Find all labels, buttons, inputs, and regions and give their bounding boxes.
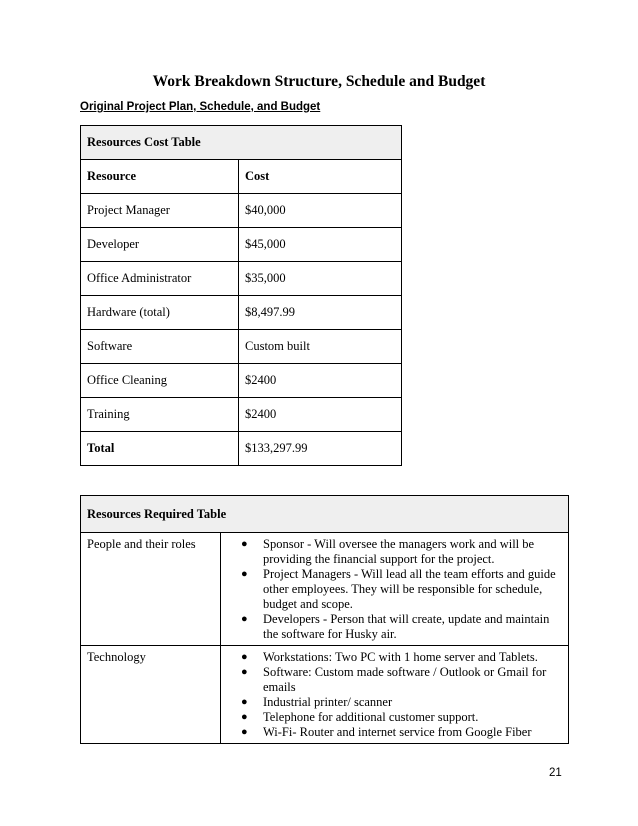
row-label-people: People and their roles bbox=[81, 533, 221, 646]
bullet-icon: ● bbox=[241, 651, 248, 663]
list-item: ● Developers - Person that will create, update and maintain the software for Husky air. bbox=[241, 612, 550, 641]
table-row bbox=[81, 646, 569, 744]
cost-cell: $2400 bbox=[239, 398, 402, 432]
bullet-icon: ● bbox=[241, 613, 248, 625]
table-row bbox=[81, 330, 402, 364]
bullet-icon: ● bbox=[241, 538, 248, 550]
page-title: Work Breakdown Structure, Schedule and Budget bbox=[152, 73, 486, 90]
table-row bbox=[81, 228, 402, 262]
required-table-caption: Resources Required Table bbox=[81, 496, 569, 533]
bullet-icon: ● bbox=[241, 696, 248, 708]
total-row bbox=[81, 432, 402, 466]
total-cost: $133,297.99 bbox=[239, 432, 402, 466]
table-row bbox=[81, 533, 569, 646]
cost-cell: $45,000 bbox=[239, 228, 402, 262]
cost-cell: $2400 bbox=[239, 364, 402, 398]
bullet-icon: ● bbox=[241, 568, 248, 580]
page-number: 21 bbox=[549, 767, 562, 779]
list-item: ● Software: Custom made software / Outlook or Gmail for emails bbox=[241, 665, 547, 694]
cost-cell: Custom built bbox=[239, 330, 402, 364]
cost-cell: $8,497.99 bbox=[239, 296, 402, 330]
table-row bbox=[81, 262, 402, 296]
bullet-icon: ● bbox=[241, 666, 248, 678]
column-header-resource: Resource bbox=[81, 160, 239, 194]
resource-cell: Hardware (total) bbox=[81, 296, 239, 330]
total-label: Total bbox=[81, 432, 239, 466]
resource-cell: Office Administrator bbox=[81, 262, 239, 296]
bullet-icon: ● bbox=[241, 726, 248, 738]
section-subtitle: Original Project Plan, Schedule, and Budget bbox=[80, 101, 321, 113]
technology-list bbox=[237, 650, 562, 740]
table-row bbox=[81, 364, 402, 398]
cost-cell: $40,000 bbox=[239, 194, 402, 228]
cost-cell: $35,000 bbox=[239, 262, 402, 296]
resource-cell: Software bbox=[81, 330, 239, 364]
roles-list bbox=[237, 537, 562, 642]
resource-cell: Developer bbox=[81, 228, 239, 262]
list-item: ● Workstations: Two PC with 1 home server and Tablets. bbox=[241, 650, 538, 664]
table-row bbox=[81, 194, 402, 228]
list-item: ● Wi-Fi- Router and internet service from Google Fiber bbox=[241, 725, 532, 739]
list-item: ● Sponsor - Will oversee the managers work and will be providing the financial support for the project. bbox=[241, 537, 535, 566]
roles-list-cell bbox=[221, 533, 569, 646]
resources-cost-table bbox=[80, 125, 402, 466]
cost-table-caption: Resources Cost Table bbox=[81, 126, 402, 160]
row-label-technology: Technology bbox=[81, 646, 221, 744]
bullet-icon: ● bbox=[241, 711, 248, 723]
list-item: ● Project Managers - Will lead all the team efforts and guide other employees. They will be responsible for schedule, budget and scope. bbox=[241, 567, 556, 611]
resources-required-table bbox=[80, 495, 569, 744]
resource-cell: Training bbox=[81, 398, 239, 432]
resource-cell: Office Cleaning bbox=[81, 364, 239, 398]
column-header-cost: Cost bbox=[239, 160, 402, 194]
table-row bbox=[81, 398, 402, 432]
list-item: ● Telephone for additional customer support. bbox=[241, 710, 479, 724]
resource-cell: Project Manager bbox=[81, 194, 239, 228]
technology-list-cell bbox=[221, 646, 569, 744]
list-item: ● Industrial printer/ scanner bbox=[241, 695, 393, 709]
table-row bbox=[81, 296, 402, 330]
